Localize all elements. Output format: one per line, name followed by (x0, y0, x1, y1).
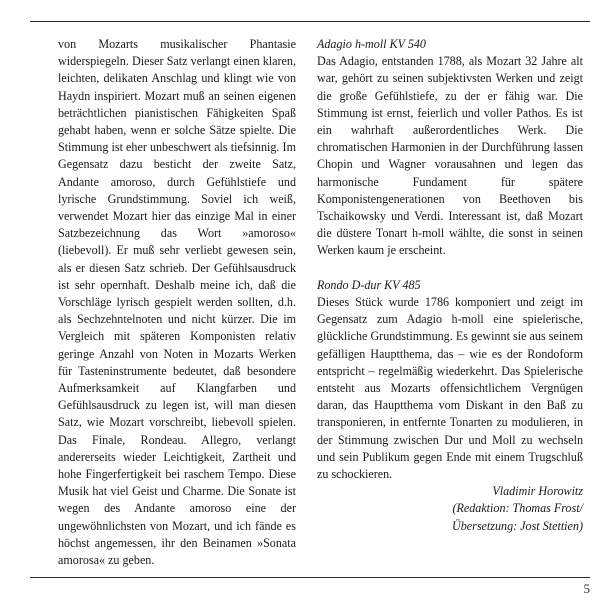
bottom-rule (30, 577, 590, 578)
translator-credit: Übersetzung: Jost Stettien) (452, 518, 583, 533)
right-column (317, 36, 583, 535)
author-signature: Vladimir Horowitz (492, 484, 583, 499)
adagio-heading: Adagio h-moll KV 540 (317, 37, 426, 51)
adagio-text: Das Adagio, entstanden 1788, als Mozart 32 Jahre alt war, gehört zu seinen subjektivsten Werken und zeigt die große Gefühlstiefe, zu der er fähig war. Die Stimmung ist ernst, feierlich und voller Pathos. Es ist ein wahrhaft außerordentliches Werk. Die chromatischen Harmonien in der Durchführung lassen Chopin und Wagner vorausahnen und legen das harmonische Fundament für spätere Komponistengenerationen von Beethoven bis Tschaikowsky und Verdi. Interessant ist, daß Mozart die düstere Tonart h-moll wählte, die sonst in seinen Werken kaum je erscheint. (317, 54, 583, 258)
rondo-text: Dieses Stück wurde 1786 komponiert und zeigt im Gegensatz zum Adagio h-moll eine spielerische, glückliche Grundstimmung. Es gewinnt sie aus seinem gefälligen Hauptthema, das – wie es der Rondoform entspricht – regelmäßig wiederkehrt. Das Spielerische entsteht aus Mozarts offensichtlichem Vergnügen daran, das Hauptthema vom Diskant in den Baß zu transponieren, in entfernte Tonarten zu modulieren, in der Stimmung zwischen Dur und Moll zu wechseln und sein Publikum gegen Ende mit einem Trugschluß zu schockieren. (317, 295, 583, 482)
page-number: 5 (583, 581, 590, 596)
left-column (58, 36, 296, 569)
editor-credit: (Redaktion: Thomas Frost/ (452, 501, 583, 516)
left-column-text: von Mozarts musikalischer Phantasie widerspiegeln. Dieser Satz verlangt einen klaren, leichten, delikaten Anschlag und klingt wie von Haydn inspiriert. Mozart muß an seinen eigenen beträchtlichen pianistischen Fähigkeiten Spaß gehabt haben, wenn er solche Sätze spielte. Die Stimmung ist eher unbeschwert als tiefsinnig. Im Gegensatz dazu besticht der zweite Satz, Andante amoroso, durch Gefühlstiefe und lyrische Grundstimmung. Soviel ich weiß, verwendet Mozart hier das einzige Mal in einer Satzbezeichnung das Wort »amoroso« (liebevoll). Er muß sehr verliebt gewesen sein, als er diesen Satz schrieb. Der Gefühlsausdruck ist sehr opernhaft. Deshalb meine ich, daß die Vorschläge lyrisch gespielt werden sollten, d.h. als Sechzehntelnoten und nicht kürzer. Die im Vergleich mit späteren Komponisten relativ geringe Anzahl von Noten in Mozarts Werken für Tasteninstrumente bedeutet, daß besondere Aufmerksamkeit auf Klangfarben und Gefühlsausdruck zu legen ist, will man diesen Satz, wie Mozart vorschreibt, liebevoll spielen. Das Finale, Rondeau. Allegro, verlangt andererseits wieder Leichtigkeit, Zartheit und hohe Fingerfertigkeit bei raschem Tempo. Diese Musik hat viel Geist und Charme. Die Sonate ist wegen des Andante amoroso eine der ungewöhnlichsten von Mozart, und ich fände es höchst angemessen, ihr den Beinamen »Sonata amorosa« zu geben. (58, 37, 296, 568)
top-rule (30, 21, 590, 22)
rondo-heading: Rondo D-dur KV 485 (317, 277, 421, 292)
